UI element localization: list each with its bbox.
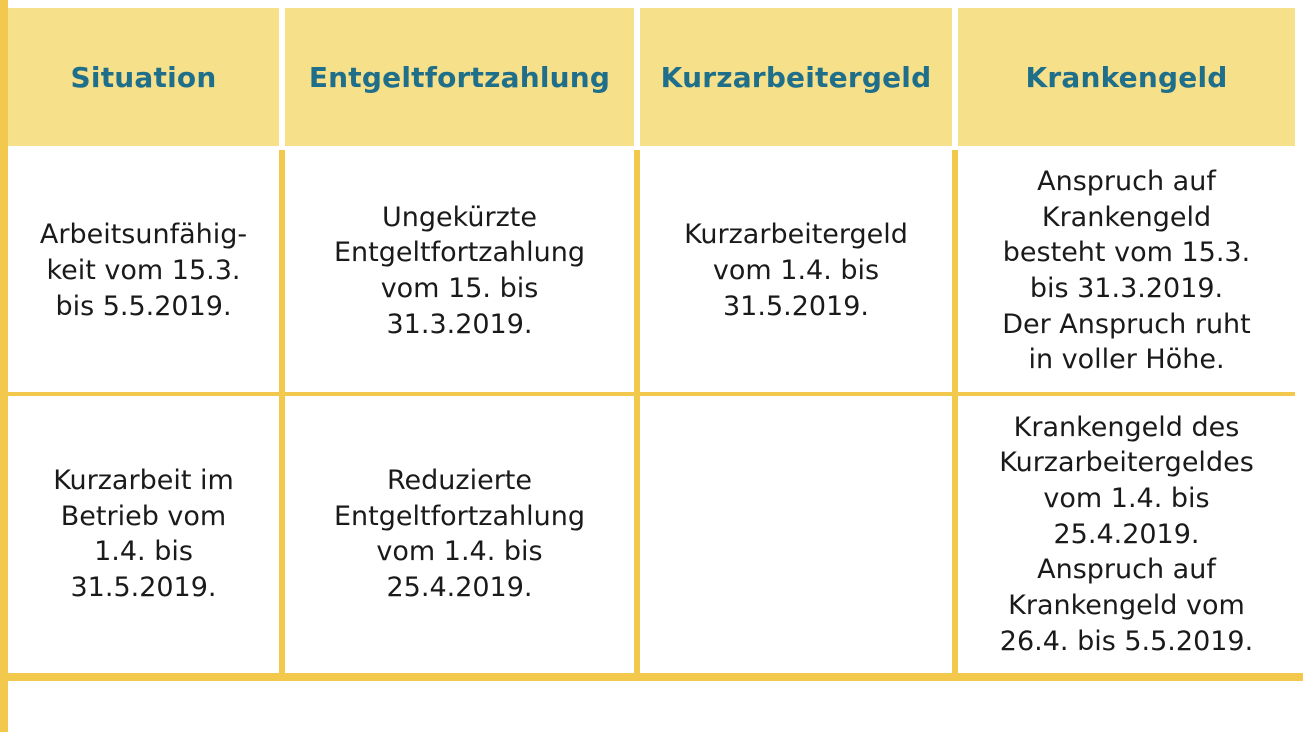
cell-line: vom 1.4. bis	[376, 536, 543, 568]
cell-line: vom 1.4. bis	[712, 255, 880, 287]
table-frame	[8, 8, 1295, 673]
cell-line: bis 5.5.2019.	[55, 290, 232, 322]
cell-krankengeld	[958, 150, 1295, 396]
cell-line: 26.4. bis 5.5.2019.	[999, 625, 1254, 657]
cell-line: Krankengeld	[1041, 201, 1212, 233]
cell-line: Reduzierte	[387, 465, 532, 497]
table-header-row	[8, 8, 1295, 150]
cell-line: Kurzarbeitergeld	[684, 219, 908, 251]
cell-line: 25.4.2019.	[386, 572, 533, 604]
cell-line: vom 1.4. bis	[1043, 483, 1210, 514]
cell-line: Kurzarbeit im	[53, 465, 234, 497]
cell-situation	[8, 150, 285, 396]
cell-line: Krankengeld des	[1013, 411, 1240, 443]
cell-line: bis 31.3.2019.	[1029, 272, 1224, 304]
cell-line: Entgeltfortzahlung	[333, 500, 585, 532]
cell-kurzarbeitergeld	[640, 396, 958, 673]
cell-line: Ungekürzte	[381, 201, 537, 233]
column-header-kurzarbeitergeld: Kurzarbeitergeld	[640, 8, 958, 150]
cell-line: 31.5.2019.	[723, 290, 869, 322]
column-header-krankengeld: Krankengeld	[958, 8, 1295, 150]
table-row	[8, 396, 1295, 673]
cell-entgeltfortzahlung	[285, 396, 640, 673]
cell-line: vom 15. bis	[380, 272, 539, 304]
comparison-table	[8, 8, 1295, 673]
cell-line: Arbeitsunfähig-	[39, 219, 248, 251]
column-header-entgeltfortzahlung: Entgeltfortzahlung	[285, 8, 640, 150]
cell-line: Betrieb vom	[60, 500, 227, 532]
cell-line: 25.4.2019.	[1053, 518, 1200, 550]
table-header	[8, 8, 1295, 150]
cell-line: Kurzarbeitergeldes	[999, 447, 1254, 479]
table-body	[8, 150, 1295, 673]
cell-entgeltfortzahlung	[285, 150, 640, 396]
column-header-situation: Situation	[8, 8, 285, 150]
cell-krankengeld	[958, 396, 1295, 673]
cell-line: 1.4. bis	[94, 536, 193, 568]
cell-line: in voller Höhe.	[1028, 344, 1225, 376]
cell-line: keit vom 15.3.	[46, 255, 241, 287]
table-row	[8, 150, 1295, 396]
cell-line: Anspruch auf	[1037, 554, 1216, 586]
cell-situation	[8, 396, 285, 673]
cell-line: Anspruch auf	[1037, 166, 1216, 197]
cell-line: Krankengeld vom	[1008, 589, 1245, 621]
cell-line: Entgeltfortzahlung	[333, 237, 585, 269]
cell-line: Der Anspruch ruht	[1002, 308, 1251, 340]
cell-kurzarbeitergeld	[640, 150, 958, 396]
cell-line: besteht vom 15.3.	[1002, 237, 1251, 269]
cell-line: 31.5.2019.	[70, 572, 217, 604]
cell-line: 31.3.2019.	[386, 308, 533, 340]
